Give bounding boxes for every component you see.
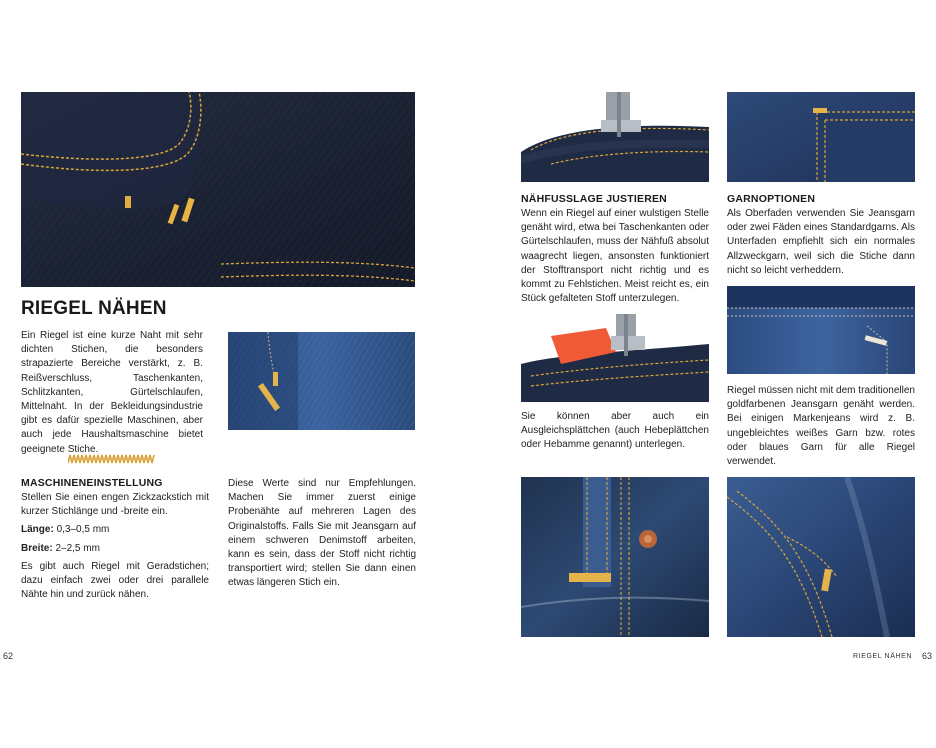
machine-settings-section	[21, 477, 209, 606]
intro-paragraph: Ein Riegel ist eine kurze Naht mit sehr dichten Stichen, die besonders strapazierte Bereiche verstärkt, z. B. Reißverschluss, Taschenkanten, Schlitzkanten, Gürtelschlaufen, Mittelnaht. In der Bekleidungsindustrie gibt es dafür spezielle Maschinen, aber auch jede Haushaltsmaschine bietet geeignete Stiche.	[21, 330, 203, 455]
presser-foot-text: Wenn ein Riegel auf einer wulstigen Stelle genäht wird, etwa bei Taschenkanten oder Gürtelschlaufen, muss der Nähfuß absolut waagrecht liegen, ansonsten funktioniert der Stofftransport nicht richtig und es kommt zu Fehlstichen. Meist reicht es, ein Stück gefalteten Stoff unterzulegen.	[521, 208, 709, 305]
thread-color-caption: Riegel müssen nicht mit dem traditionellen goldfarbenen Jeansgarn genäht werden. Bei einigen Markenjeans wird z. B. ungebleichtes weißes Garn bzw. rotes oder blaues Garn für alle Riegel verwendet.	[727, 385, 915, 468]
page-number-right: 63	[922, 651, 933, 661]
hero-denim-photo	[21, 92, 415, 287]
width-setting	[21, 542, 209, 556]
machine-settings-heading: MASCHINENEINSTELLUNG	[21, 477, 163, 489]
running-head: RIEGEL NÄHEN	[853, 653, 913, 660]
straight-stitch-note: Es gibt auch Riegel mit Geradstichen; dazu einfach zwei oder drei parallele Nähte hin und zurück nähen.	[21, 560, 209, 601]
zigzag-stitch-graphic	[68, 452, 155, 464]
pocket-corner-bartack-photo	[727, 477, 915, 637]
lifting-plate-caption: Sie können aber auch ein Ausgleichsplättchen (auch Hebeplättchen oder Hebamme genannt) unterlegen.	[521, 411, 709, 451]
length-value: 0,3–0,5 mm	[56, 524, 110, 536]
presser-foot-beltloop-photo	[521, 92, 709, 182]
length-setting	[21, 523, 209, 537]
length-label: Länge:	[21, 524, 54, 536]
page-title: RIEGEL NÄHEN	[21, 298, 167, 319]
thread-options-section	[727, 193, 915, 278]
bartack-closeup-photo	[228, 332, 415, 430]
white-thread-bartack-photo	[727, 286, 915, 374]
page-number-left: 62	[3, 651, 14, 661]
presser-foot-section	[521, 193, 709, 306]
machine-settings-instruction: Stellen Sie einen engen Zickzackstich mit kurzer Stichlänge und -breite ein.	[21, 492, 209, 518]
rivet-beltloop-photo	[521, 477, 709, 637]
thread-options-heading: GARNOPTIONEN	[727, 193, 816, 205]
back-pocket-bartack-photo	[727, 92, 915, 182]
presser-foot-heading: NÄHFUSSLAGE JUSTIEREN	[521, 193, 667, 205]
width-label: Breite:	[21, 542, 53, 554]
recommendation-paragraph: Diese Werte sind nur Empfehlungen. Machen Sie immer zuerst einige Probenähte auf mehreren Lagen des Originalstoffs. Falls Sie mit Jeansgarn auf einem schweren Denimstoff arbeiten, kann es sein, dass der Stoff nicht richtig transportiert wird; stellen Sie dann einen etwas längeren Stich ein.	[228, 478, 416, 589]
width-value: 2–2,5 mm	[55, 542, 100, 554]
thread-options-text: Als Oberfaden verwenden Sie Jeansgarn oder zwei Fäden eines Standardgarns. Als Unterfaden empfiehlt sich ein normales Allzweckgarn, weil sich die Stiche dann nicht so leicht verheddern.	[727, 208, 915, 276]
lifting-plate-photo	[521, 314, 709, 402]
